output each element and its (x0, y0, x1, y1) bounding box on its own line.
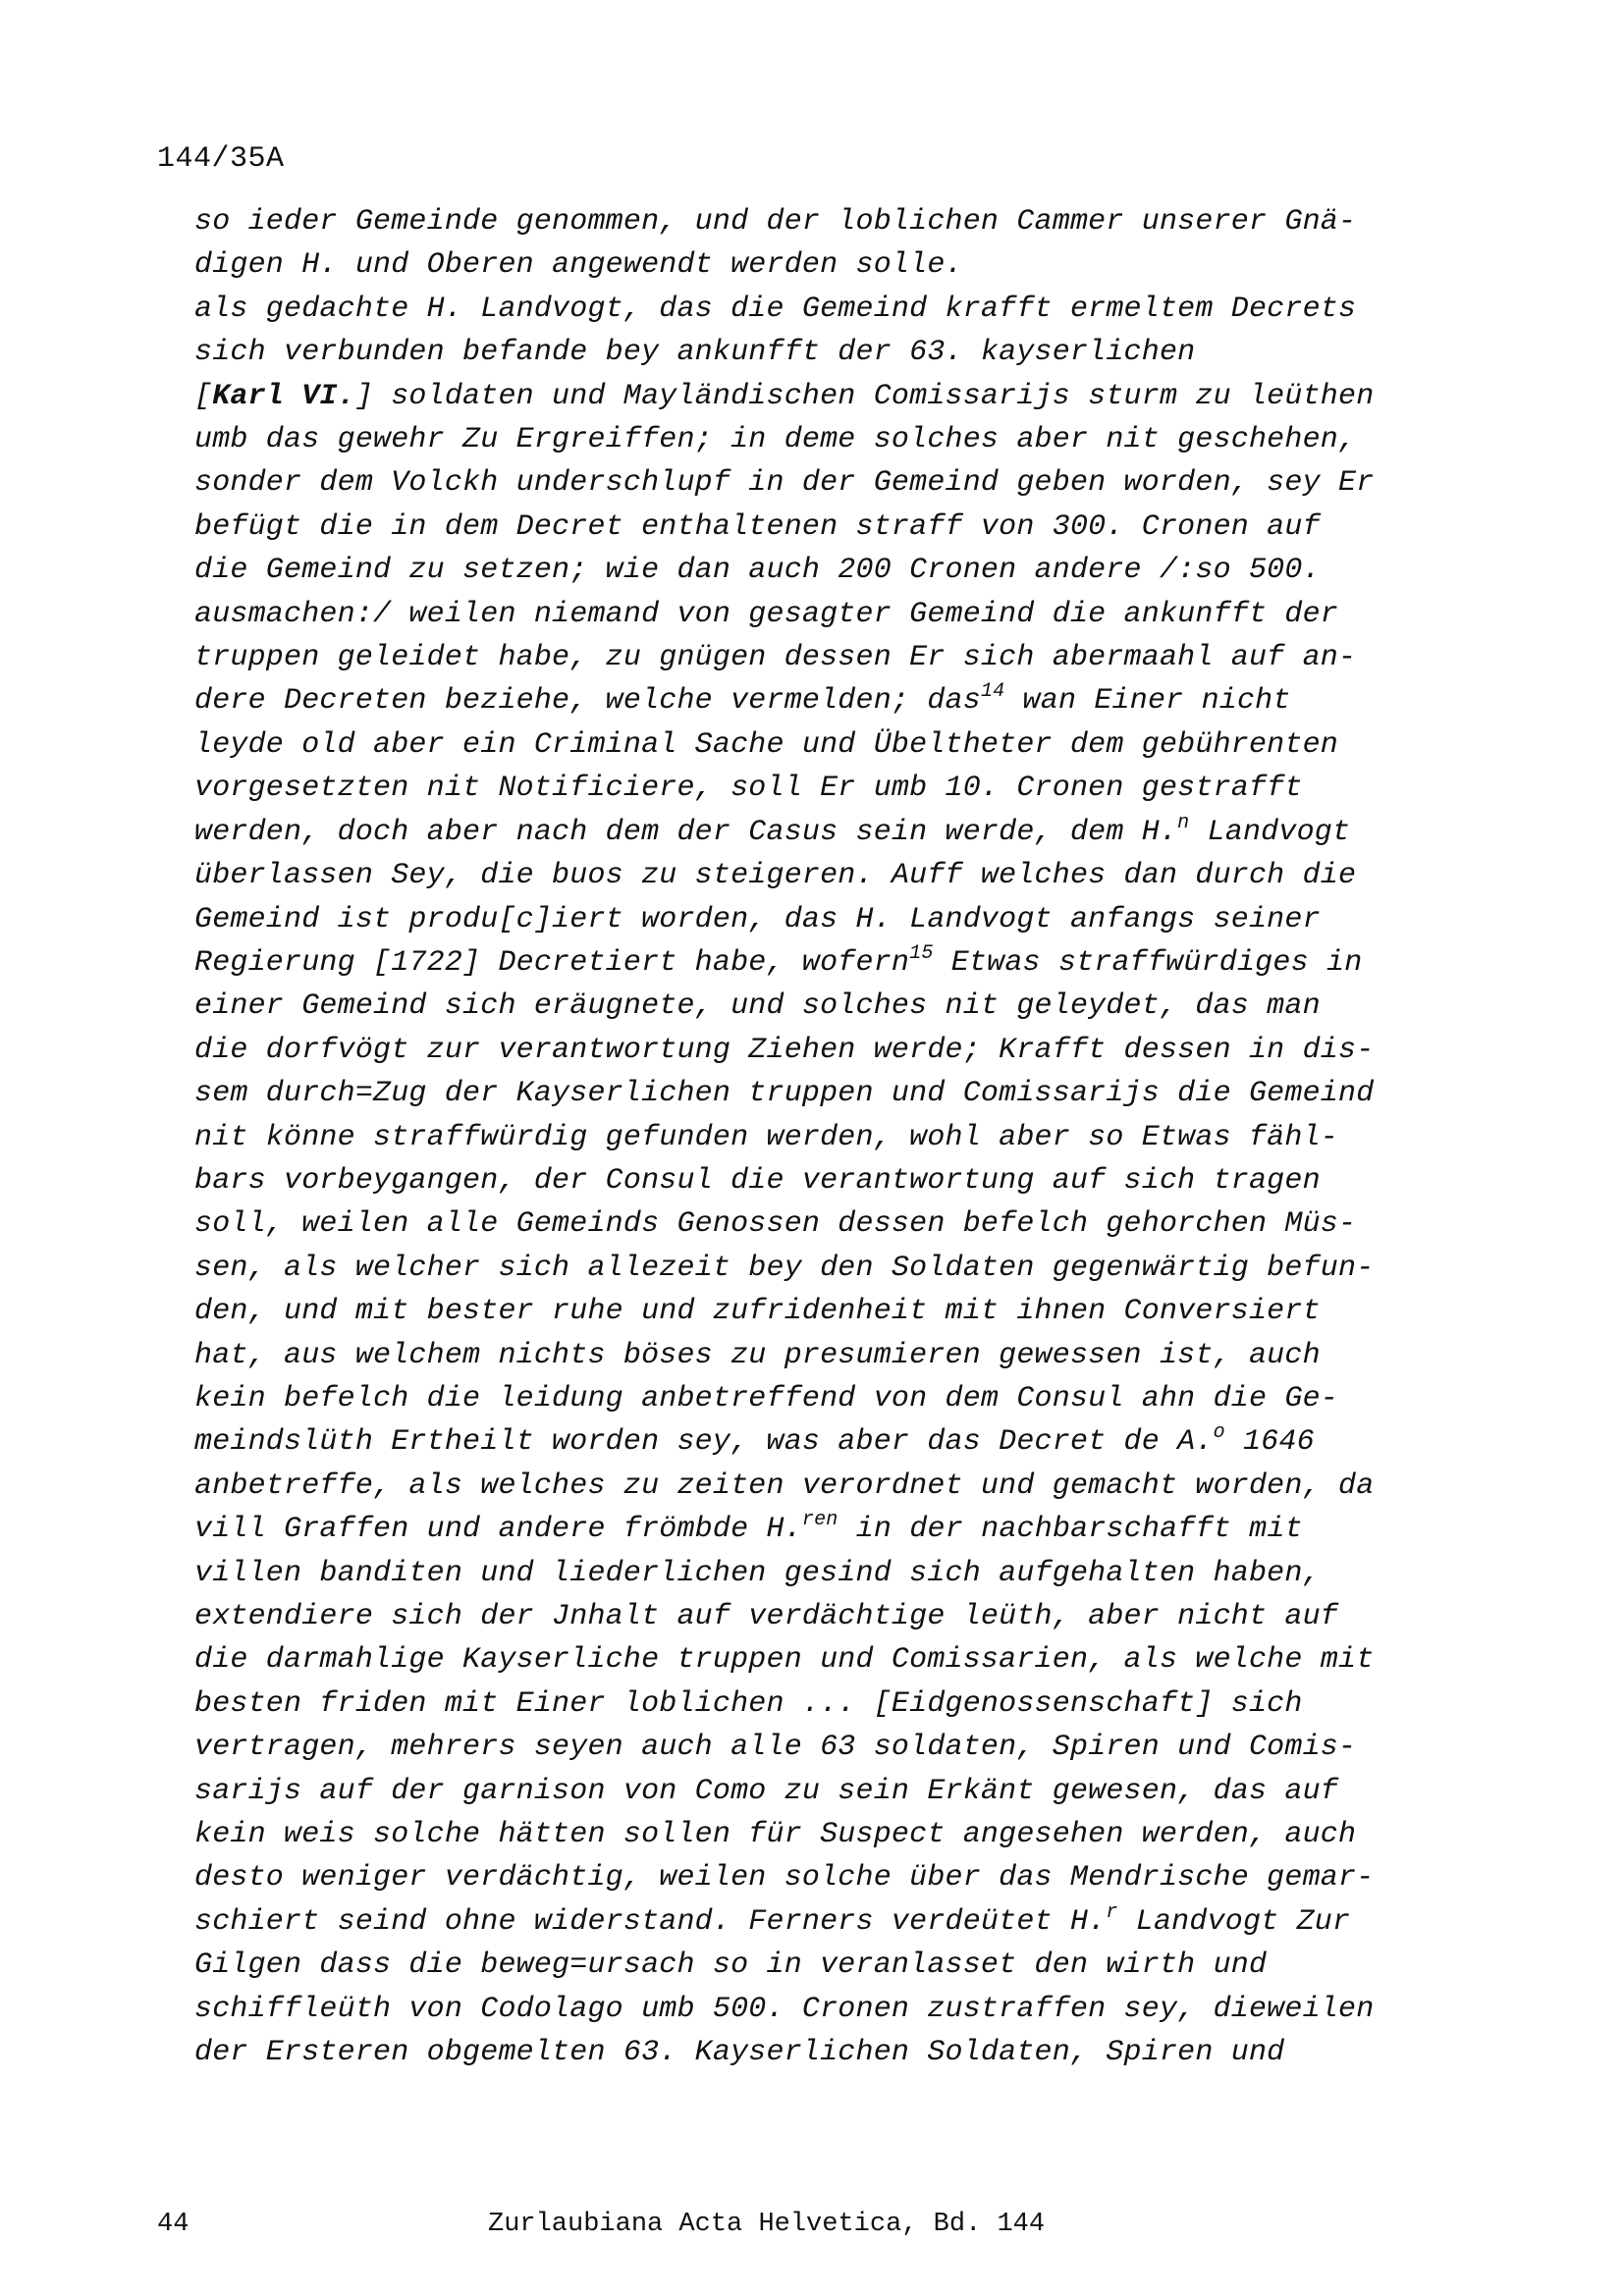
text-segment: besten friden mit Einer loblichen ... [Eidgenossenschaft] sich (194, 1686, 1303, 1721)
document-id: 144/35A (157, 142, 285, 176)
text-line (194, 1682, 1432, 1726)
text-line (194, 288, 1432, 331)
footer-page-number: 44 (157, 2210, 189, 2239)
text-segment: einer Gemeind sich eräugnete, und solches nit geleydet, das man (194, 989, 1321, 1024)
text-segment: Landvogt Zur (1117, 1904, 1351, 1939)
text-line (194, 1247, 1432, 1290)
superscript: o (1213, 1421, 1225, 1445)
text-segment: anbetreffe, als welches zu zeiten verordnet und gemacht worden, da (194, 1468, 1375, 1503)
text-line (194, 1552, 1432, 1595)
text-line (194, 1988, 1432, 2031)
text-line (194, 854, 1432, 897)
text-segment: meindslüth Ertheilt worden sey, was aber das Decret de A. (194, 1425, 1214, 1460)
text-line (194, 985, 1432, 1028)
text-line (194, 1334, 1432, 1377)
text-line (194, 506, 1432, 549)
text-line (194, 941, 1432, 985)
text-line (194, 200, 1432, 243)
text-segment: so ieder Gemeinde genommen, und der loblichen Cammer unserer Gnä- (194, 205, 1357, 239)
superscript: 14 (980, 680, 1005, 704)
text-line (194, 1595, 1432, 1638)
text-segment: kein befelch die leidung anbetreffend von dem Consul ahn die Ge- (194, 1381, 1338, 1415)
text-segment: der Ersteren obgemelten 63. Kayserlichen Soldaten, Spiren und (194, 2036, 1285, 2070)
text-line (194, 1465, 1432, 1508)
text-line (194, 418, 1432, 461)
text-segment: desto weniger verdächtig, weilen solche über das Mendrische gemar- (194, 1861, 1375, 1896)
text-segment: überlassen Sey, die buos zu steigeren. Auff welches dan durch die (194, 859, 1357, 893)
text-segment: extendiere sich der Jnhalt auf verdächtige leüth, aber nicht auf (194, 1600, 1338, 1633)
text-line (194, 1770, 1432, 1813)
text-segment: [ (194, 379, 213, 413)
text-line (194, 1944, 1432, 1987)
text-line (194, 1072, 1432, 1115)
text-line (194, 1116, 1432, 1159)
text-line (194, 1420, 1432, 1464)
text-line (194, 1813, 1432, 1856)
text-segment: bars vorbeygangen, der Consul die verantwortung auf sich tragen (194, 1163, 1321, 1198)
text-segment: sarijs auf der garnison von Como zu sein Erkänt gewesen, das auf (194, 1774, 1338, 1808)
text-segment: Gemeind ist produ[c]iert worden, das H. Landvogt anfangs seiner (194, 902, 1321, 936)
text-segment: kein weis solche hätten sollen für Suspect angesehen werden, auch (194, 1818, 1357, 1852)
text-line (194, 723, 1432, 767)
text-segment: schiffleüth von Codolago umb 500. Cronen zustraffen sey, dieweilen (194, 1992, 1375, 2026)
superscript: 15 (909, 941, 934, 965)
text-segment: digen H. und Oberen angewendt werden solle. (194, 248, 963, 283)
text-segment: den, und mit bester ruhe und zufridenheit mit ihnen Conversiert (194, 1295, 1321, 1329)
text-segment: vertragen, mehrers seyen auch alle 63 soldaten, Spiren und Comis- (194, 1731, 1357, 1765)
text-line (194, 1508, 1432, 1551)
bold-text: Karl VI. (212, 379, 355, 413)
text-segment: ] soldaten und Mayländischen Comissarijs sturm zu leüthen (354, 379, 1375, 413)
text-segment: sem durch=Zug der Kayserlichen truppen und Comissarijs die Gemeind (194, 1077, 1375, 1111)
text-line (194, 549, 1432, 592)
text-line (194, 898, 1432, 941)
text-line (194, 1029, 1432, 1072)
superscript: r (1106, 1900, 1118, 1924)
text-line (194, 679, 1432, 722)
text-segment: Gilgen dass die beweg=ursach so in veranlasset den wirth und (194, 1949, 1268, 1983)
text-line (194, 1377, 1432, 1420)
footer-publication-title: Zurlaubiana Acta Helvetica, Bd. 144 (488, 2210, 1046, 2239)
superscript: n (1177, 811, 1190, 834)
text-segment: villen banditen und liederlichen gesind sich aufgehalten haben, (194, 1556, 1321, 1590)
text-segment: werden, doch aber nach dem der Casus sein werde, dem H. (194, 815, 1178, 849)
text-segment: sich verbunden befande bey ankunfft der 63. kayserlichen (194, 336, 1196, 370)
superscript: ren (801, 1509, 839, 1532)
page-footer (0, 2205, 1623, 2244)
text-segment: vorgesetzten nit Notificiere, soll Er umb 10. Cronen gestrafft (194, 772, 1303, 806)
text-segment: Landvogt (1189, 815, 1351, 849)
text-segment: sonder dem Volckh underschlupf in der Gemeind geben worden, sey Er (194, 466, 1375, 501)
text-segment: hat, aus welchem nichts böses zu presumieren gewessen ist, auch (194, 1338, 1321, 1372)
text-line (194, 1159, 1432, 1202)
text-segment: vill Graffen und andere frömbde H. (194, 1513, 802, 1547)
text-segment: in der nachbarschafft mit (838, 1513, 1303, 1547)
text-line (194, 243, 1432, 287)
text-segment: schiert seind ohne widerstand. Ferners verdeütet H. (194, 1904, 1107, 1939)
text-segment: als gedachte H. Landvogt, das die Gemeind krafft ermeltem Decrets (194, 292, 1357, 326)
text-line (194, 375, 1432, 418)
text-segment: Etwas straffwürdiges in (933, 945, 1363, 980)
text-line (194, 1290, 1432, 1333)
text-segment: Regierung [1722] Decretiert habe, wofern (194, 945, 910, 980)
text-line (194, 767, 1432, 810)
transcription-body (194, 200, 1432, 2074)
text-line (194, 1202, 1432, 1246)
text-segment: befügt die in dem Decret enthaltenen straff von 300. Cronen auf (194, 509, 1321, 544)
text-line (194, 461, 1432, 505)
text-segment: truppen geleidet habe, zu gnügen dessen Er sich abermaahl auf an- (194, 641, 1357, 675)
text-segment: ausmachen:/ weilen niemand von gesagter Gemeind die ankunfft der (194, 597, 1338, 631)
text-segment: soll, weilen alle Gemeinds Genossen dessen befelch gehorchen Müs- (194, 1207, 1357, 1242)
text-segment: die Gemeind zu setzen; wie dan auch 200 Cronen andere /:so 500. (194, 554, 1321, 588)
text-segment: umb das gewehr Zu Ergreiffen; in deme solches aber nit geschehen, (194, 423, 1357, 457)
text-line (194, 1638, 1432, 1682)
text-line (194, 2031, 1432, 2074)
text-line (194, 1900, 1432, 1944)
text-line (194, 593, 1432, 636)
text-segment: leyde old aber ein Criminal Sache und Übeltheter dem gebührenten (194, 727, 1338, 762)
text-segment: die dorfvögt zur verantwortung Ziehen werde; Krafft dessen in dis- (194, 1033, 1375, 1067)
text-segment: dere Decreten beziehe, welche vermelden; das (194, 684, 981, 719)
text-segment: 1646 (1224, 1425, 1315, 1460)
text-segment: wan Einer nicht (1004, 684, 1291, 719)
text-line (194, 331, 1432, 374)
text-line (194, 636, 1432, 679)
text-line (194, 1856, 1432, 1899)
text-segment: die darmahlige Kayserliche truppen und Comissarien, als welche mit (194, 1643, 1375, 1678)
text-segment: sen, als welcher sich allezeit bey den Soldaten gegenwärtig befun- (194, 1251, 1375, 1285)
text-line (194, 1726, 1432, 1769)
text-line (194, 811, 1432, 854)
text-segment: nit könne straffwürdig gefunden werden, wohl aber so Etwas fähl- (194, 1120, 1338, 1154)
